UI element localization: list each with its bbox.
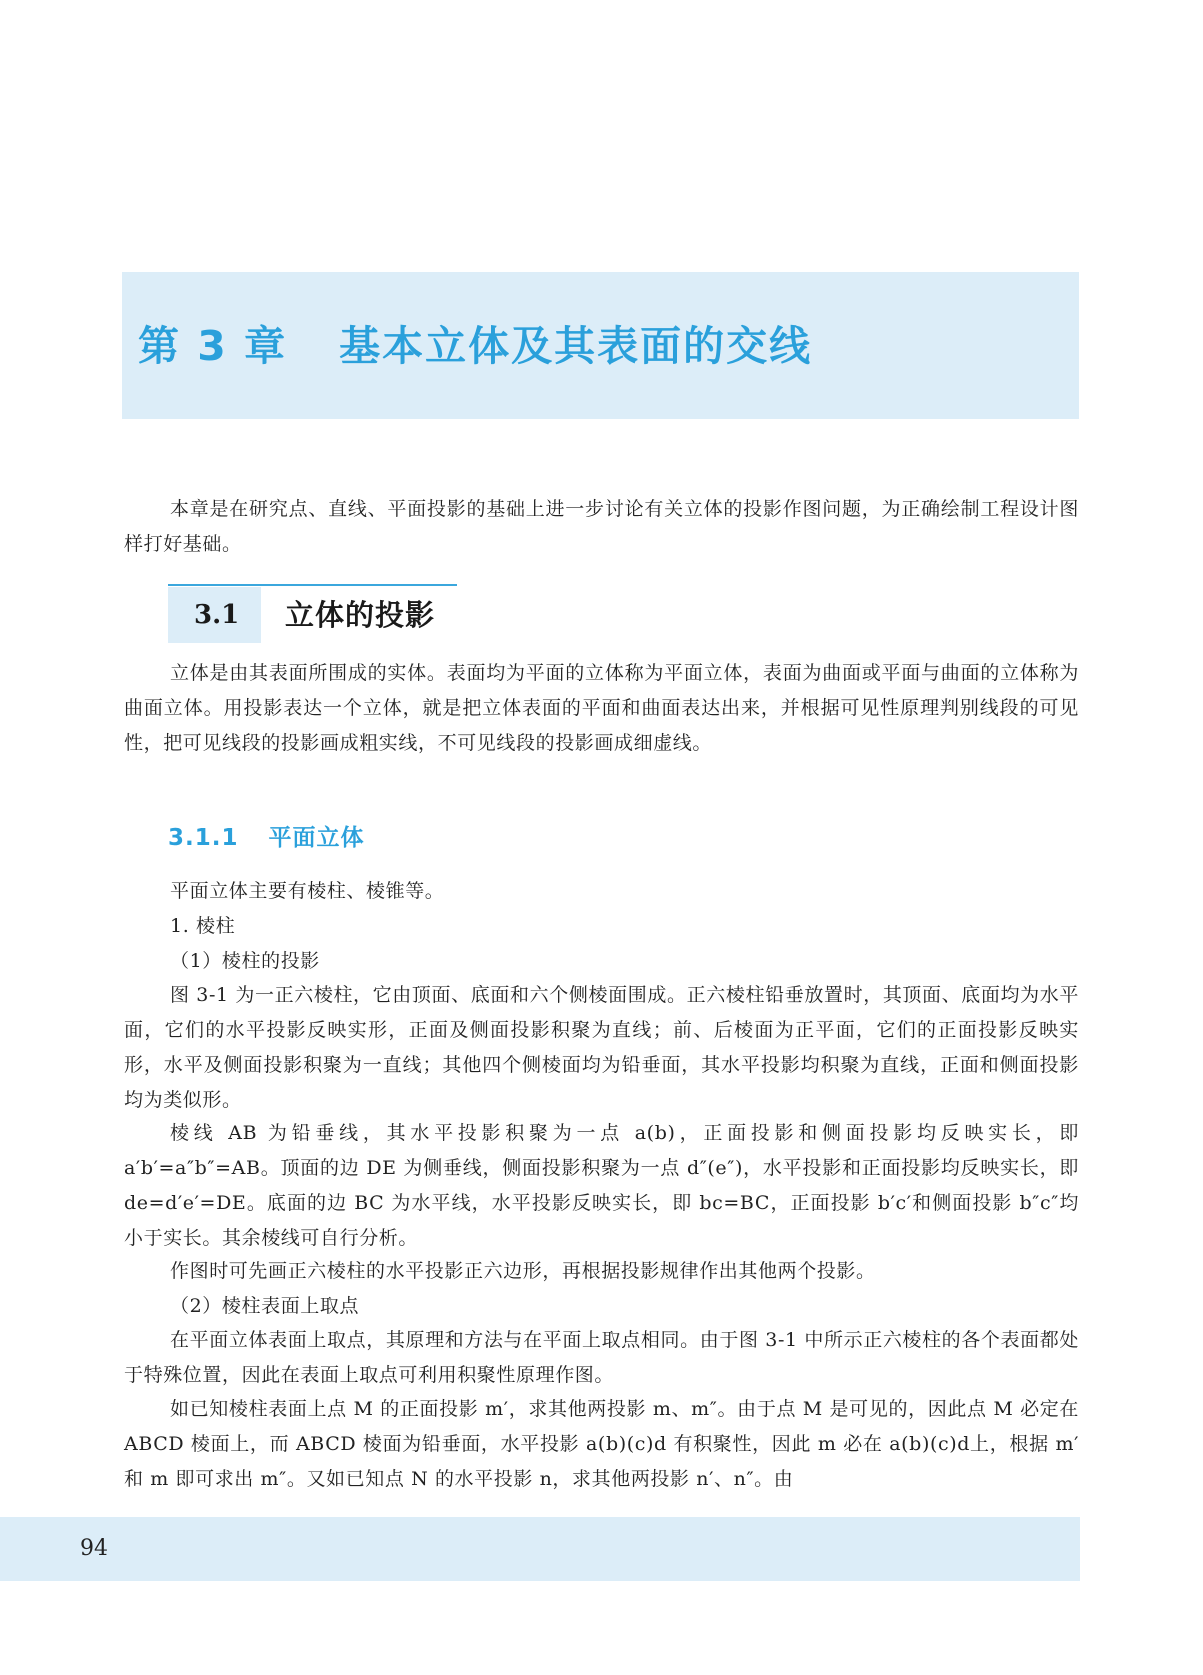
section-number: 3.1 (194, 600, 240, 630)
line-points-heading: （2）棱柱表面上取点 (170, 1295, 360, 1317)
subsection-line-1: 平面立体主要有棱柱、棱锥等。 (170, 880, 445, 902)
paragraph-edge-analysis: 棱线 AB 为铅垂线，其水平投影积聚为一点 a(b)，正面投影和侧面投影均反映实长，即 a′b′=a″b″=AB。顶面的边 DE 为侧垂线，侧面投影积聚为一点 d″(e″)，水平投影和正面投影均反映实长，即 de=d′e′=DE。底面的边 BC 为水平线，水平投影反映实长，即 bc=BC，正面投影 b′c′和侧面投影 b″c″均小于实长。其余棱线可自行分析。 (124, 1122, 1079, 1249)
subsection-heading (168, 822, 365, 854)
paragraph-prism-projection: 图 3-1 为一正六棱柱，它由顶面、底面和六个侧棱面围成。正六棱柱铅垂放置时，其顶面、底面均为水平面，它们的水平投影反映实形，正面及侧面投影积聚为直线；前、后棱面为正平面，它们的正面投影反映实形，水平及侧面投影积聚为一直线；其他四个侧棱面均为铅垂面，其水平投影均积聚为直线，正面和侧面投影均为类似形。 (124, 984, 1079, 1111)
intro-paragraph: 本章是在研究点、直线、平面投影的基础上进一步讨论有关立体的投影作图问题，为正确绘制工程设计图样打好基础。 (124, 498, 1079, 555)
paragraph-points-example: 如已知棱柱表面上点 M 的正面投影 m′，求其他两投影 m、m″。由于点 M 是可见的，因此点 M 必定在 ABCD 棱面上，而 ABCD 棱面为铅垂面，水平投影 a(b)(c)d 有积聚性，因此 m 必在 a(b)(c)d上，根据 m′和 m 即可求出 m″。又如已知点 N 的水平投影 n，求其他两投影 n′、n″。由 (124, 1398, 1079, 1490)
line-drawing-method: 作图时可先画正六棱柱的水平投影正六边形，再根据投影规律作出其他两个投影。 (170, 1260, 876, 1282)
chapter-number: 第 3 章 (138, 322, 288, 370)
subsection-line-3: （1）棱柱的投影 (170, 950, 320, 972)
subsection-number: 3.1.1 (168, 825, 239, 851)
paragraph-points-principle: 在平面立体表面上取点，其原理和方法与在平面上取点相同。由于图 3-1 中所示正六棱柱的各个表面都处于特殊位置，因此在表面上取点可利用积聚性原理作图。 (124, 1329, 1079, 1386)
section-paragraph: 立体是由其表面所围成的实体。表面均为平面的立体称为平面立体，表面为曲面或平面与曲面的立体称为曲面立体。用投影表达一个立体，就是把立体表面的平面和曲面表达出来，并根据可见性原理判别线段的可见性，把可见线段的投影画成粗实线，不可见线段的投影画成细虚线。 (124, 662, 1079, 754)
section-rule (168, 584, 457, 586)
subsection-line-2: 1. 棱柱 (170, 915, 236, 937)
page-number: 94 (80, 1536, 108, 1561)
section-title: 立体的投影 (285, 598, 436, 632)
footer-band (0, 1517, 1080, 1581)
subsection-title: 平面立体 (268, 825, 365, 851)
chapter-name: 基本立体及其表面的交线 (339, 322, 813, 370)
chapter-title (138, 318, 812, 374)
